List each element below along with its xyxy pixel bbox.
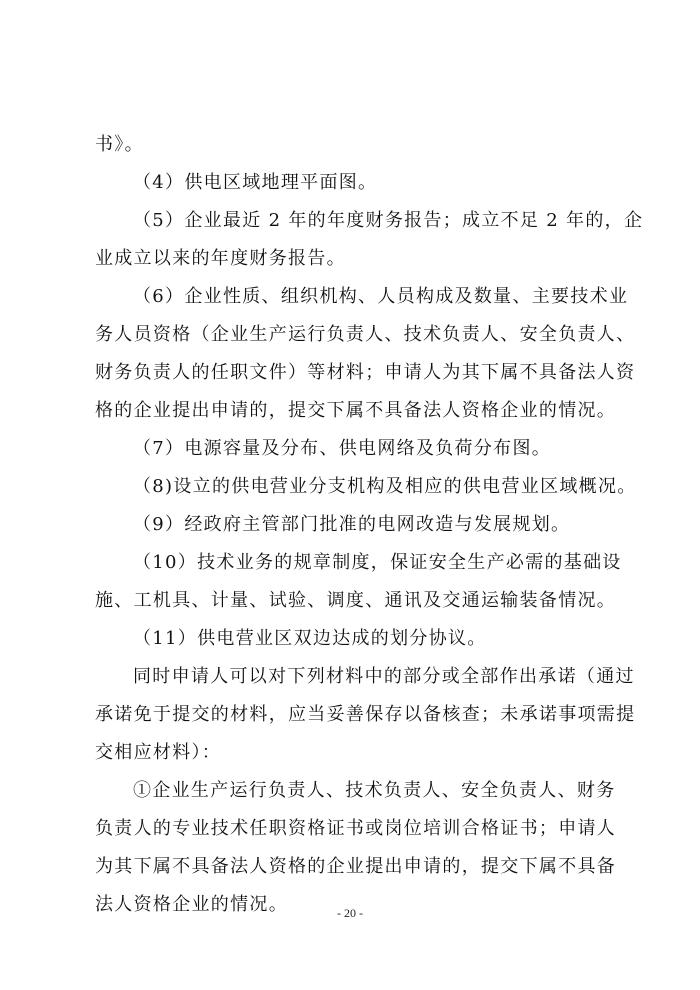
text-line: （10）技术业务的规章制度，保证安全生产必需的基础设 — [133, 552, 622, 573]
text-line: （4）供电区域地理平面图。 — [133, 172, 378, 193]
text-line: 格的企业提出申请的，提交下属不具备法人资格企业的情况。 — [95, 400, 617, 421]
text-line: 业成立以来的年度财务报告。 — [95, 248, 346, 269]
document-body — [95, 126, 644, 924]
text-line: 为其下属不具备法人资格的企业提出申请的，提交下属不具备 — [95, 856, 617, 877]
page-number: - 20 - — [337, 906, 363, 920]
text-line: 书》。 — [95, 134, 144, 155]
text-line: （11）供电营业区双边达成的划分协议。 — [133, 628, 487, 649]
text-line: 施、工机具、计量、试验、调度、通讯及交通运输装备情况。 — [95, 590, 617, 611]
text-line: （7）电源容量及分布、供电网络及负荷分布图。 — [133, 438, 552, 459]
text-line: 同时申请人可以对下列材料中的部分或全部作出承诺（通过 — [133, 666, 635, 687]
text-line: 财务负责人的任职文件）等材料；申请人为其下属不具备法人资 — [95, 362, 636, 383]
text-line: 负责人的专业技术任职资格证书或岗位培训合格证书；申请人 — [95, 818, 617, 839]
text-line: 法人资格企业的情况。 — [95, 894, 288, 915]
text-line: 承诺免于提交的材料，应当妥善保存以备核查；未承诺事项需提 — [95, 704, 636, 725]
text-line: 务人员资格（企业生产运行负责人、技术负责人、安全负责人、 — [95, 324, 636, 345]
text-line: （6）企业性质、组织机构、人员构成及数量、主要技术业 — [133, 286, 629, 307]
text-line: （9）经政府主管部门批准的电网改造与发展规划。 — [133, 514, 571, 535]
text-line: （8)设立的供电营业分支机构及相应的供电营业区域概况。 — [133, 476, 637, 497]
text-line: 交相应材料）： — [95, 742, 222, 763]
text-line: （5）企业最近 2 年的年度财务报告；成立不足 2 年的，企 — [133, 210, 644, 231]
text-line: ①企业生产运行负责人、技术负责人、安全负责人、财务 — [133, 780, 616, 801]
